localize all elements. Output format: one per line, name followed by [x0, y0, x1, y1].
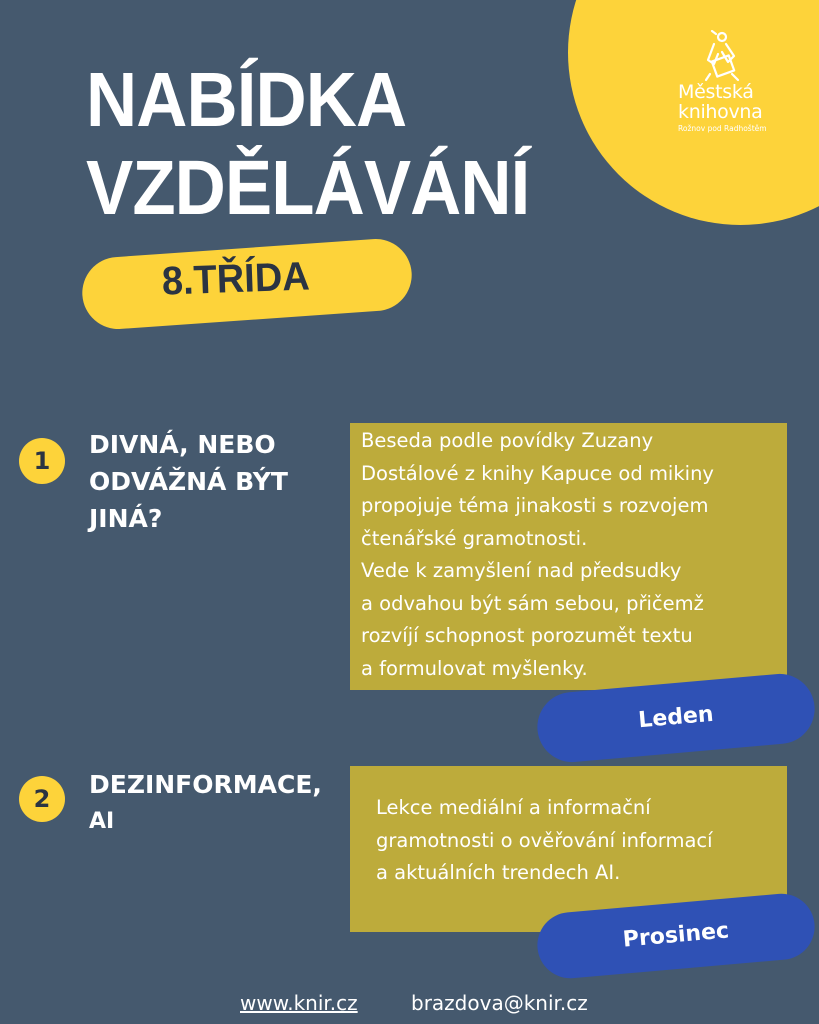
section-1-month-badge: Leden	[534, 671, 817, 765]
section-1-description	[350, 423, 787, 690]
logo-line-2: knihovna	[678, 101, 763, 123]
description-line: Vede k zamyšlení nad předsudky	[361, 559, 682, 582]
section-1-title-line: ODVÁŽNÁ BÝT	[89, 467, 288, 496]
description-line: propojuje téma jinakosti s rozvojem	[361, 494, 709, 517]
description-line: rozvíjí schopnost porozumět textu	[361, 624, 693, 647]
section-2-title-line: AI	[89, 809, 115, 834]
grade-label: 8.TŘÍDA	[161, 254, 311, 304]
description-line: Beseda podle povídky Zuzany	[361, 429, 654, 452]
description-line: čtenářské gramotnosti.	[361, 526, 588, 550]
description-line: a formulovat myšlenky.	[361, 656, 588, 680]
librarian-icon	[700, 30, 746, 82]
section-2-month-badge: Prosinec	[535, 891, 818, 981]
section-2-number: 2	[19, 776, 65, 822]
section-2-title-line: DEZINFORMACE,	[89, 770, 322, 799]
section-1-title-line: JINÁ?	[89, 504, 163, 533]
section-1-title-line: DIVNÁ, NEBO	[89, 430, 276, 459]
email-link[interactable]: brazdova@knir.cz	[411, 991, 588, 1015]
description-line: a odvahou být sám sebou, přičemž	[361, 591, 704, 615]
page-title	[86, 56, 529, 232]
description-line: gramotnosti o ověřování informací	[376, 828, 713, 852]
section-1-number: 1	[19, 438, 65, 484]
title-line-1: NABÍDKA	[86, 57, 407, 143]
section-2-title	[89, 766, 322, 840]
description-line: Dostálové z knihy Kapuce od mikiny	[361, 461, 714, 485]
logo-line-1: Městská	[678, 81, 754, 103]
library-logo	[678, 30, 788, 133]
description-line: Lekce mediální a informační	[376, 796, 651, 819]
section-1-title	[89, 426, 288, 537]
logo-line-3: Rožnov pod Radhoštěm	[678, 124, 767, 133]
website-link[interactable]: www.knir.cz	[240, 991, 358, 1015]
title-line-2: VZDĚLÁVÁNÍ	[86, 145, 530, 231]
description-line: a aktuálních trendech AI.	[376, 861, 621, 884]
